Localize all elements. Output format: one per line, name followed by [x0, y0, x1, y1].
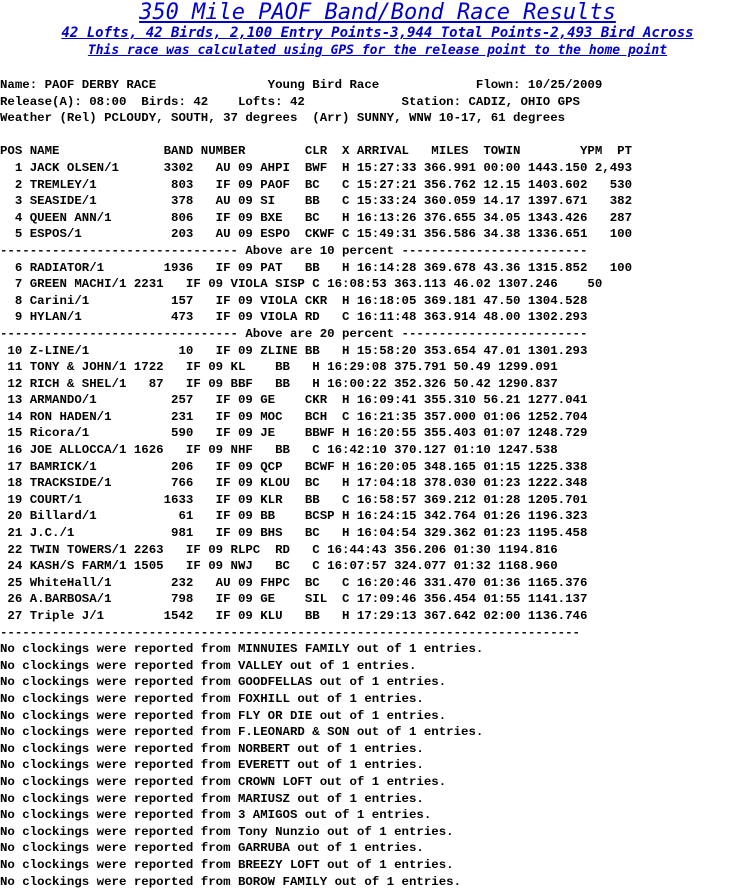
page-title: 350 Mile PAOF Band/Bond Race Results: [139, 0, 616, 25]
no-clocking-line: No clockings were reported from F.LEONARD & SON out of 1 entries.: [0, 725, 484, 740]
result-row: 18 TRACKSIDE/1 766 IF 09 KLOU BC H 17:04:18 378.030 01:23 1222.348: [0, 476, 588, 491]
result-row: 17 BAMRICK/1 206 IF 09 QCP BCWF H 16:20:05 348.165 01:15 1225.338: [0, 459, 588, 474]
result-row: 27 Triple J/1 1542 IF 09 KLU BB H 17:29:13 367.642 02:00 1136.746: [0, 609, 588, 623]
no-clocking-line: No clockings were reported from Tony Nunzio out of 1 entries.: [0, 824, 454, 839]
release-line: Release(A): 08:00 Birds: 42 Lofts: 42 Station: CADIZ, OHIO GPS: [0, 94, 580, 109]
no-clocking-line: No clockings were reported from VALLEY out of 1 entries.: [0, 658, 417, 673]
result-row: 1 JACK OLSEN/1 3302 AU 09 AHPI BWF H 15:27:33 366.991 00:00 1443.150 2,493: [0, 160, 633, 175]
result-row: 20 Billard/1 61 IF 09 BB BCSP H 16:24:15 342.764 01:26 1196.323: [0, 509, 588, 524]
no-clocking-line: No clockings were reported from BREEZY LOFT out of 1 entries.: [0, 857, 454, 872]
result-row: 5 ESPOS/1 203 AU 09 ESPO CKWF C 15:49:31 356.586 34.38 1336.651 100: [0, 227, 633, 242]
result-row: 8 Carini/1 157 IF 09 VIOLA CKR H 16:18:05 369.181 47.50 1304.528: [0, 293, 588, 308]
weather-line: Weather (Rel) PCLOUDY, SOUTH, 37 degrees (Arr) SUNNY, WNW 10-17, 61 degrees: [0, 111, 566, 126]
no-clocking-line: No clockings were reported from FLY OR DIE out of 1 entries.: [0, 708, 447, 723]
no-clocking-line: No clockings were reported from GARRUBA out of 1 entries.: [0, 841, 424, 856]
result-row: 25 WhiteHall/1 232 AU 09 FHPC BC C 16:20:46 331.470 01:36 1165.376: [0, 575, 588, 590]
results-table: [0, 160, 632, 641]
result-row: 2 TREMLEY/1 803 IF 09 PAOF BC C 15:27:21 356.762 12.15 1403.602 530: [0, 177, 633, 192]
percent-divider: -------------------------------- Above are 20 percent -------------------------: [0, 326, 588, 341]
result-row: 13 ARMANDO/1 257 IF 09 GE CKR H 16:09:41 355.310 56.21 1277.041: [0, 393, 588, 408]
race-name-line: Name: PAOF DERBY RACE Young Bird Race Flown: 10/25/2009: [0, 78, 603, 92]
gps-note: This race was calculated using GPS for the release point to the home point: [87, 43, 668, 58]
no-clocking-line: No clockings were reported from FOXHILL out of 1 entries.: [0, 691, 424, 706]
no-clocking-line: No clockings were reported from CROWN LOFT out of 1 entries.: [0, 774, 447, 789]
result-row: 10 Z-LINE/1 10 IF 09 ZLINE BB H 15:58:20 353.654 47.01 1301.293: [0, 343, 588, 358]
race-summary: 42 Lofts, 42 Birds, 2,100 Entry Points-3,944 Total Points-2,493 Bird Across: [61, 25, 694, 41]
no-clocking-line: No clockings were reported from BOROW FAMILY out of 1 entries.: [0, 874, 462, 889]
result-row: 3 SEASIDE/1 378 AU 09 SI BB C 15:33:24 360.059 14.17 1397.671 382: [0, 194, 633, 209]
result-row: 6 RADIATOR/1 1936 IF 09 PAT BB H 16:14:28 369.678 43.36 1315.852 100: [0, 260, 633, 275]
percent-divider: ------------------------------------------------------------------------------: [0, 625, 580, 640]
result-row: 7 GREEN MACHI/1 2231 IF 09 VIOLA SISP C 16:08:53 363.113 46.02 1307.246 50: [0, 277, 603, 292]
percent-divider: -------------------------------- Above are 10 percent -------------------------: [0, 243, 588, 258]
result-row: 22 TWIN TOWERS/1 2263 IF 09 RLPC RD C 16:44:43 356.206 01:30 1194.816: [0, 542, 558, 557]
no-clocking-line: No clockings were reported from EVERETT out of 1 entries.: [0, 758, 424, 773]
no-clocking-line: No clockings were reported from NORBERT out of 1 entries.: [0, 741, 424, 756]
result-row: 19 COURT/1 1633 IF 09 KLR BB C 16:58:57 369.212 01:28 1205.701: [0, 492, 588, 507]
result-row: 12 RICH & SHEL/1 87 IF 09 BBF BB H 16:00:22 352.326 50.42 1290.837: [0, 376, 558, 391]
no-clockings-list: [0, 641, 632, 890]
no-clocking-line: No clockings were reported from MINNUIES FAMILY out of 1 entries.: [0, 642, 484, 657]
result-row: 4 QUEEN ANN/1 806 IF 09 BXE BC H 16:13:26 376.655 34.05 1343.426 287: [0, 210, 633, 225]
result-row: 15 Ricora/1 590 IF 09 JE BBWF H 16:20:55 355.403 01:07 1248.729: [0, 426, 588, 441]
result-row: 11 TONY & JOHN/1 1722 IF 09 KL BB H 16:29:08 375.791 50.49 1299.091: [0, 360, 558, 375]
result-row: 21 J.C./1 981 IF 09 BHS BC H 16:04:54 329.362 01:23 1195.458: [0, 526, 588, 541]
no-clocking-line: No clockings were reported from 3 AMIGOS out of 1 entries.: [0, 808, 432, 823]
results-document: [0, 77, 632, 890]
results-column-headers: POS NAME BAND NUMBER CLR X ARRIVAL MILES TOWIN YPM PT: [0, 144, 633, 159]
result-row: 16 JOE ALLOCCA/1 1626 IF 09 NHF BB C 16:42:10 370.127 01:10 1247.538: [0, 443, 558, 458]
result-row: 26 A.BARBOSA/1 798 IF 09 GE SIL C 17:09:46 356.454 01:55 1141.137: [0, 592, 588, 607]
result-row: 14 RON HADEN/1 231 IF 09 MOC BCH C 16:21:35 357.000 01:06 1252.704: [0, 409, 588, 424]
result-row: 9 HYLAN/1 473 IF 09 VIOLA RD C 16:11:48 363.914 48.00 1302.293: [0, 310, 588, 325]
no-clocking-line: No clockings were reported from MARIUSZ out of 1 entries.: [0, 791, 424, 806]
no-clocking-line: No clockings were reported from GOODFELLAS out of 1 entries.: [0, 675, 447, 690]
result-row: 24 KASH/S FARM/1 1505 IF 09 NWJ BC C 16:07:57 324.077 01:32 1168.960: [0, 559, 558, 574]
